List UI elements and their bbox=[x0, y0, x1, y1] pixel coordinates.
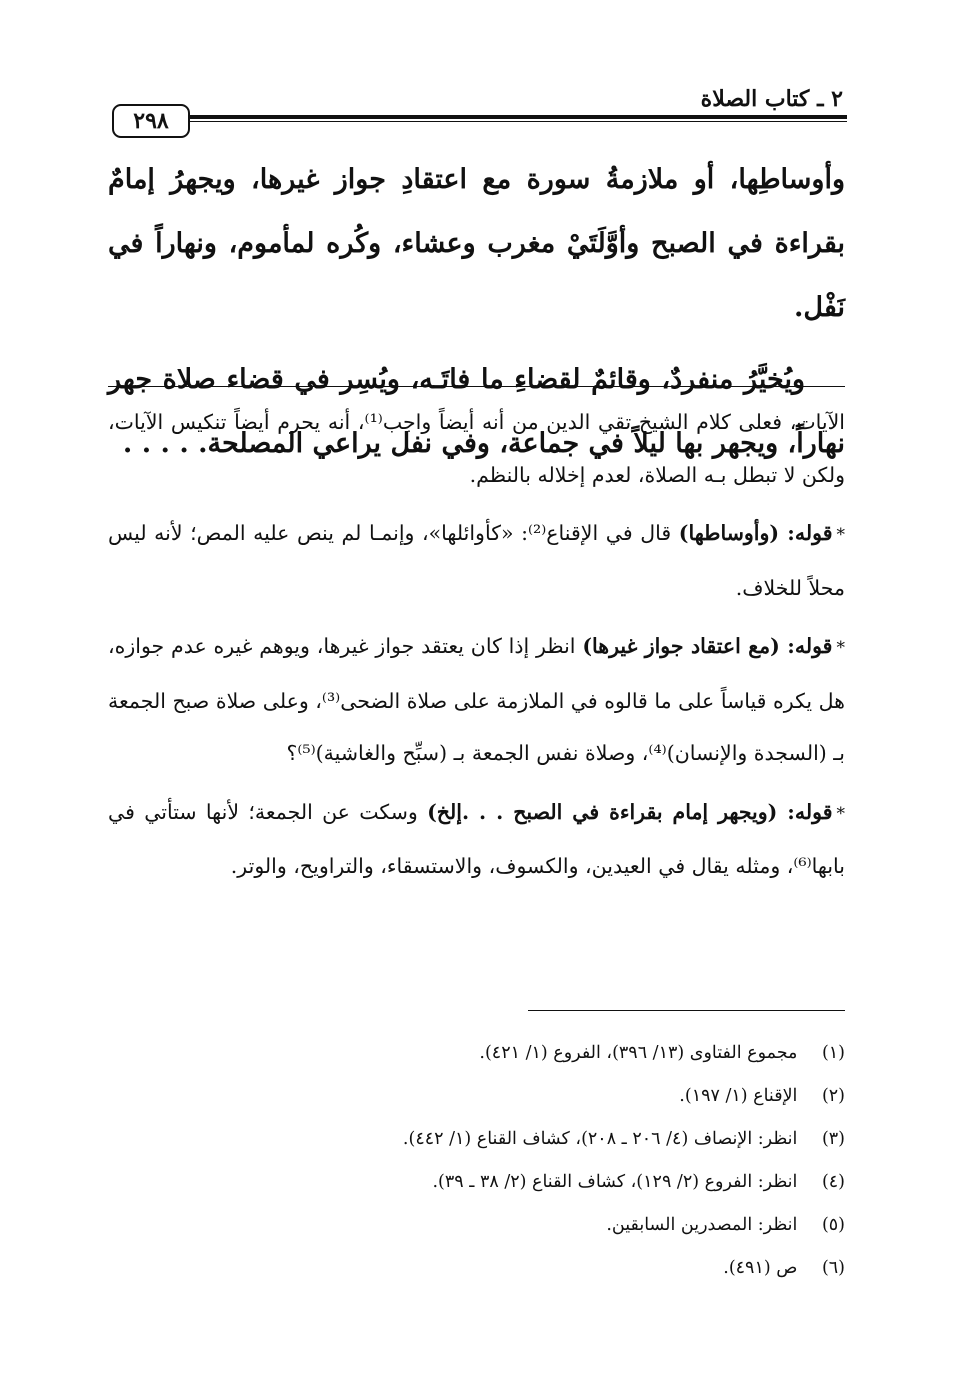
footnotes bbox=[205, 1032, 845, 1290]
footnote-text: الإقناع (١/ ١٩٧). bbox=[679, 1086, 798, 1106]
commentary-paragraph bbox=[108, 396, 845, 501]
commentary bbox=[108, 396, 845, 899]
footnote-number: (٢) bbox=[821, 1086, 845, 1106]
footnote-number: (٥) bbox=[821, 1215, 845, 1235]
footnote-text: انظر: المصدرين السابقين. bbox=[606, 1215, 798, 1235]
commentary-paragraph bbox=[108, 620, 845, 780]
star-marker: * bbox=[836, 638, 845, 658]
commentary-text: الآيات، فعلى كلام الشيخ تقي الدين من أنه أيضاً واجب⁽¹⁾، أنه يحرم أيضاً تنكيس الآيات، ولكن لا تبطل بـه الصلاة، لعدم إخلاله بالنظم. bbox=[108, 410, 845, 487]
footnote-text: ص (٤٩١). bbox=[723, 1258, 798, 1278]
footnote-number: (٣) bbox=[821, 1129, 845, 1149]
footnote-item bbox=[205, 1118, 845, 1161]
footnote-number: (١) bbox=[821, 1043, 845, 1063]
footnote-number: (٦) bbox=[821, 1258, 845, 1278]
page-number: ٢٩٨ bbox=[112, 104, 190, 138]
commentary-lead: قوله: (مع اعتقاد جواز غيرها) bbox=[582, 634, 833, 658]
footnote-item bbox=[205, 1204, 845, 1247]
footnote-item bbox=[205, 1247, 845, 1290]
commentary-text: انظر إذا كان يعتقد جواز غيرها، ويوهم غيره عدم جوازه، هل يكره قياساً على ما قالوه في الملازمة على صلاة الضحى⁽³⁾، وعلى صلاة صبح الجمعة بـ (السجدة والإنسان)⁽⁴⁾، وصلاة نفس الجمعة بـ (سبِّح والغاشية)⁽⁵⁾؟ bbox=[108, 634, 845, 765]
footnote-text: مجموع الفتاوى (١٣/ ٣٩٦)، الفروع (١/ ٤٢١). bbox=[479, 1043, 798, 1063]
commentary-lead: قوله: (وأوساطها) bbox=[678, 521, 833, 545]
header-rule bbox=[188, 115, 847, 119]
header-rule-thin bbox=[188, 121, 847, 122]
footnote-item bbox=[205, 1075, 845, 1118]
main-text-paragraph: وأوساطِها، أو ملازمةُ سورة مع اعتقادِ جواز غيرها، ويجهرُ إمامٌ بقراءة في الصبح وأوَّلَتَيْ مغرب وعشاء، وكُره لمأموم، ونهاراً في نَفْل. bbox=[108, 164, 845, 323]
main-text-paragraph: ويُخيَّرُ منفردٌ، وقائمٌ لقضاءِ ما فاتَـه، ويُسِر في قضاء صلاة جهر نهاراً، ويجهر بها ليلاً في جماعة، وفي نفل يراعي المصلحة. . . . . bbox=[108, 364, 845, 459]
commentary-paragraph bbox=[108, 786, 845, 893]
commentary-paragraph bbox=[108, 507, 845, 614]
commentary-text: وسكت عن الجمعة؛ لأنها ستأتي في بابها⁽⁶⁾، ومثله يقال في العيدين، والكسوف، والاستسقاء، والتراويح، والوتر. bbox=[108, 799, 845, 878]
footnote-text: انظر: الإنصاف (٤/ ٢٠٦ ـ ٢٠٨)، كشاف القناع (١/ ٤٤٢). bbox=[402, 1129, 798, 1149]
commentary-text: قال في الإقناع⁽²⁾: «كأوائلها»، وإنمـا لم ينص عليه المص؛ لأنه ليس محلاً للخلاف. bbox=[108, 521, 845, 600]
footnote-item bbox=[205, 1032, 845, 1075]
commentary-lead: قوله: (ويجهر إمام بقراءة في الصبح . . .إلخ) bbox=[427, 799, 833, 824]
running-title: ٢ ـ كتاب الصلاة bbox=[700, 86, 843, 112]
footnote-text: انظر: الفروع (٢/ ١٢٩)، كشاف القناع (٢/ ٣٨ ـ ٣٩). bbox=[432, 1172, 798, 1192]
footnote-item bbox=[205, 1161, 845, 1204]
footnote-rule bbox=[528, 1010, 845, 1011]
star-marker: * bbox=[836, 525, 846, 545]
matn-separator bbox=[108, 386, 845, 387]
star-marker: * bbox=[836, 803, 845, 824]
footnote-number: (٤) bbox=[821, 1172, 845, 1192]
